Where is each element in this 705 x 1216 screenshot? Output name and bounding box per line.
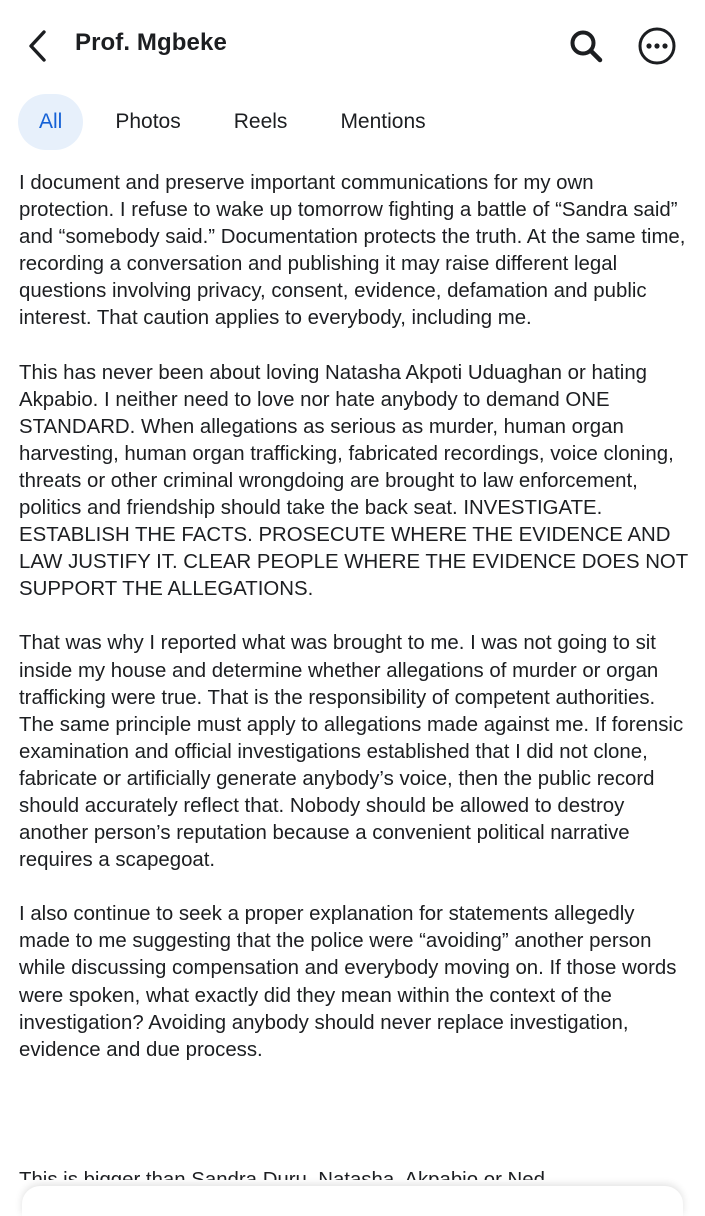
profile-header xyxy=(0,0,705,90)
chevron-left-icon xyxy=(27,29,49,63)
page-title: Prof. Mgbeke xyxy=(75,29,227,56)
more-horizontal-icon xyxy=(637,26,677,66)
post-body xyxy=(19,170,689,1091)
post-paragraph: I also continue to seek a proper explanation for statements allegedly made to me suggesting that the police were “avoiding” another person while discussing compensation and everybody moving on. If those words were spoken, what exactly did they mean within the context of the investigation? Avoiding anybody should never replace investigation, evidence and due process. xyxy=(19,903,677,1061)
search-button[interactable] xyxy=(564,24,608,68)
profile-tabs xyxy=(18,94,444,150)
post-paragraph: This has never been about loving Natasha Akpoti Uduaghan or hating Akpabio. I neither need to love nor hate anybody to demand ONE STANDARD. When allegations as serious as murder, human organ harvesting, human organ trafficking, fabricated recordings, voice cloning, threats or other criminal wrongdoing are brought to law enforcement, politics and friendship should take the back seat. INVESTIGATE. ESTABLISH THE FACTS. PROSECUTE WHERE THE EVIDENCE AND LAW JUSTIFY IT. CLEAR PEOPLE WHERE THE EVIDENCE DOES NOT SUPPORT THE ALLEGATIONS. xyxy=(19,361,688,601)
bottom-sheet[interactable] xyxy=(22,1186,683,1216)
post-paragraph: That was why I reported what was brought to me. I was not going to sit inside my house and determine whether allegations of murder or organ trafficking were true. That is the responsibility of competent authorities. The same principle must apply to allegations made against me. If forensic examination and official investigations established that I did not clone, fabricate or artificially generate anybody’s voice, then the public record should accurately reflect that. Nobody should be allowed to destroy another person’s reputation because a convenient political narrative requires a scapegoat. xyxy=(19,632,684,872)
more-options-button[interactable] xyxy=(635,24,679,68)
tab-all[interactable]: All xyxy=(18,94,83,150)
tab-reels[interactable]: Reels xyxy=(233,110,288,133)
tab-mentions[interactable]: Mentions xyxy=(340,110,426,133)
post-paragraph: I document and preserve important communications for my own protection. I refuse to wake up tomorrow fighting a battle of “Sandra said” and “somebody said.” Documentation protects the truth. At the same time, recording a conversation and publishing it may raise different legal questions involving privacy, consent, evidence, defamation and public interest. That caution applies to everybody, including me. xyxy=(19,172,686,330)
tab-photos[interactable]: Photos xyxy=(115,110,181,133)
search-icon xyxy=(568,28,604,64)
back-button[interactable] xyxy=(18,24,58,68)
